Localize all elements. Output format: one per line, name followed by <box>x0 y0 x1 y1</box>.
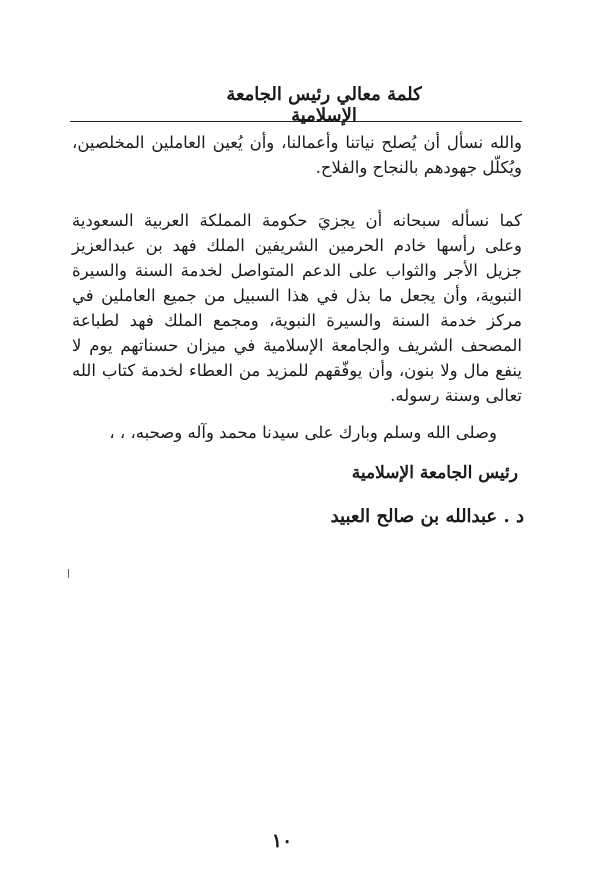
paragraph-prayer: والله نسأل أن يُصلح نياتنا وأعمالنا، وأن يُعين العاملين المخلصين، ويُكلّل جهودهم بالنجاح والفلاح. <box>72 133 522 177</box>
signature-name: د . عبدالله بن صالح العبيد <box>330 506 524 527</box>
margin-mark <box>68 569 71 578</box>
page-number: ١٠ <box>271 830 293 852</box>
header-divider <box>70 121 522 122</box>
paragraph-closing: وصلى الله وسلم وبارك على سيدنا محمد وآله وصحبه، ، ، <box>109 423 497 442</box>
page-header-title: كلمة معالي رئيس الجامعة الإسلامية <box>226 84 422 126</box>
paragraph-gratitude: كما نسأله سبحانه أن يجزيَ حكومة المملكة العربية السعودية وعلى رأسها خادم الحرمين الشريفين الملك فهد بن عبدالعزيز جزيل الأجر والثواب على الدعم المتواصل لخدمة السنة والسيرة النبوية، وأن يجعل ما بذل في هذا السبيل من جميع العاملين في مركز خدمة السنة والسيرة النبوية، ومجمع الملك فهد لطباعة المصحف الشريف والجامعة الإسلامية في ميزان حسناتهم يوم لا ينفع مال ولا بنون، وأن يوفّقهم للمزيد من العطاء لخدمة كتاب الله تعالى وسنة رسوله. <box>72 211 522 405</box>
signature-title: رئيس الجامعة الإسلامية <box>351 463 518 483</box>
